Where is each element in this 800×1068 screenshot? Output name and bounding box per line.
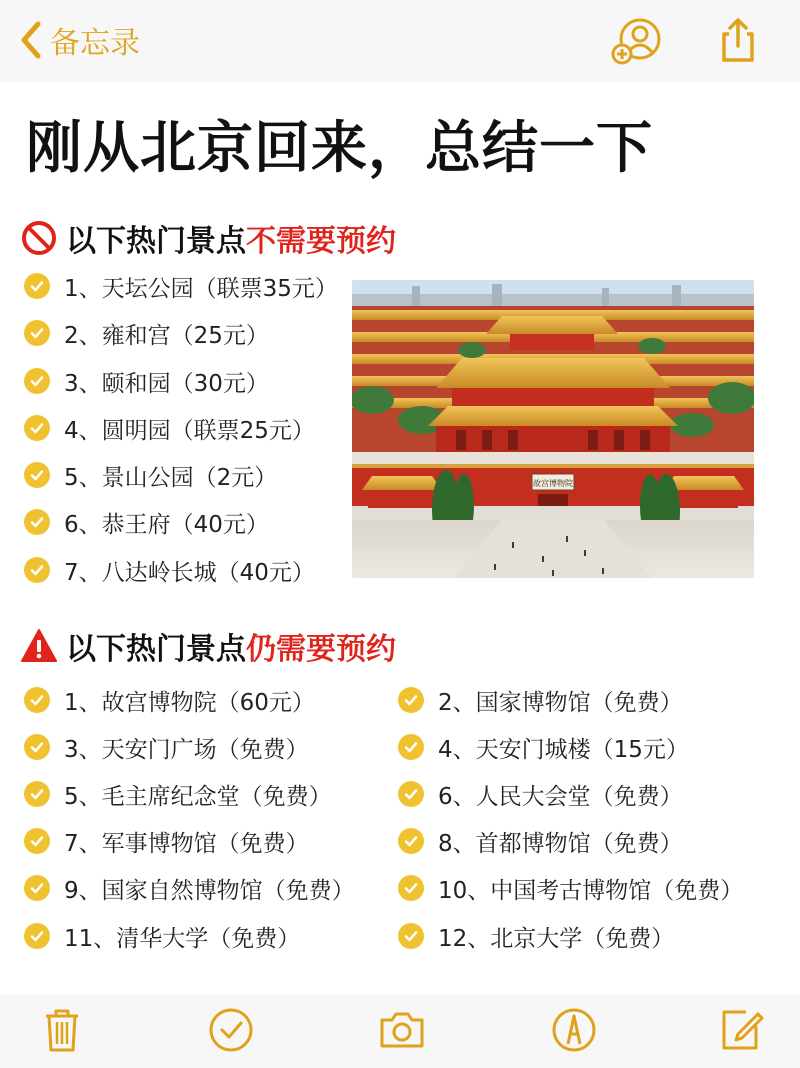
list-item-text: 7、八达岭长城（40元） (64, 559, 315, 586)
check-icon (24, 273, 50, 299)
check-icon (24, 734, 50, 760)
list-item-text: 2、国家博物馆（免费） (438, 689, 683, 716)
check-icon (398, 687, 424, 713)
list-item (398, 868, 743, 908)
check-icon (24, 687, 50, 713)
check-icon (24, 320, 50, 346)
list-item (398, 680, 683, 720)
check-icon (24, 828, 50, 854)
list-item-text: 7、军事博物馆（免费） (64, 830, 309, 857)
list-item (398, 821, 683, 861)
list-item (24, 408, 315, 448)
checklist-icon[interactable] (205, 1004, 257, 1056)
top-nav-bar (0, 0, 800, 82)
list-item (24, 774, 332, 814)
check-icon (24, 557, 50, 583)
markup-pen-icon[interactable] (548, 1004, 600, 1056)
check-icon (24, 462, 50, 488)
prohibited-icon (20, 219, 58, 257)
section2-prefix: 以下热门景点 (66, 632, 246, 667)
check-icon (398, 781, 424, 807)
list-item-text: 3、颐和园（30元） (64, 370, 269, 397)
list-item-text: 3、天安门广场（免费） (64, 736, 309, 763)
section1-highlight: 不需要预约 (246, 224, 396, 259)
share-icon[interactable] (712, 14, 764, 66)
check-icon (24, 875, 50, 901)
check-icon (398, 828, 424, 854)
list-item (24, 821, 309, 861)
add-person-icon[interactable] (610, 14, 662, 66)
warning-icon (20, 627, 58, 665)
list-item-text: 1、天坛公园（联票35元） (64, 275, 338, 302)
section-reservation-required-heading (20, 624, 396, 668)
list-item-text: 4、圆明园（联票25元） (64, 417, 315, 444)
forbidden-city-photo (352, 280, 754, 578)
check-icon (24, 368, 50, 394)
list-item-text: 8、首都博物馆（免费） (438, 830, 683, 857)
check-icon (398, 734, 424, 760)
note-title: 刚从北京回来，总结一下 (26, 116, 653, 181)
list-item (24, 455, 277, 495)
list-item (24, 868, 355, 908)
list-item (24, 550, 315, 590)
check-icon (24, 781, 50, 807)
list-item-text: 4、天安门城楼（15元） (438, 736, 689, 763)
list-item (24, 727, 309, 767)
back-label: 备忘录 (50, 26, 140, 61)
list-item-text: 6、人民大会堂（免费） (438, 783, 683, 810)
check-icon (24, 415, 50, 441)
check-icon (24, 509, 50, 535)
list-item (398, 916, 674, 956)
bottom-toolbar (0, 994, 800, 1068)
compose-icon[interactable] (716, 1004, 768, 1056)
list-item (24, 266, 338, 306)
list-item (24, 361, 269, 401)
list-item (398, 774, 683, 814)
list-item (24, 680, 315, 720)
list-item-text: 2、雍和宫（25元） (64, 322, 269, 349)
list-item-text: 10、中国考古博物馆（免费） (438, 877, 744, 904)
chevron-left-icon (18, 20, 44, 60)
gate-sign-text: 故宫博物院 (533, 479, 573, 488)
list-item-text: 9、国家自然博物馆（免费） (64, 877, 355, 904)
back-button[interactable] (18, 18, 140, 62)
camera-icon[interactable] (376, 1004, 428, 1056)
check-icon (398, 875, 424, 901)
list-item (24, 502, 269, 542)
list-item (24, 313, 269, 353)
check-icon (398, 923, 424, 949)
list-item (24, 916, 300, 956)
section2-highlight: 仍需要预约 (246, 632, 396, 667)
list-item-text: 11、清华大学（免费） (64, 925, 301, 952)
list-item-text: 6、恭王府（40元） (64, 511, 269, 538)
list-item (398, 727, 689, 767)
trash-icon[interactable] (36, 1004, 88, 1056)
section1-prefix: 以下热门景点 (66, 224, 246, 259)
list-item-text: 1、故宫博物院（60元） (64, 689, 315, 716)
section-no-reservation-heading (20, 216, 396, 260)
check-icon (24, 923, 50, 949)
list-item-text: 5、毛主席纪念堂（免费） (64, 783, 332, 810)
list-item-text: 12、北京大学（免费） (438, 925, 675, 952)
list-item-text: 5、景山公园（2元） (64, 464, 278, 491)
